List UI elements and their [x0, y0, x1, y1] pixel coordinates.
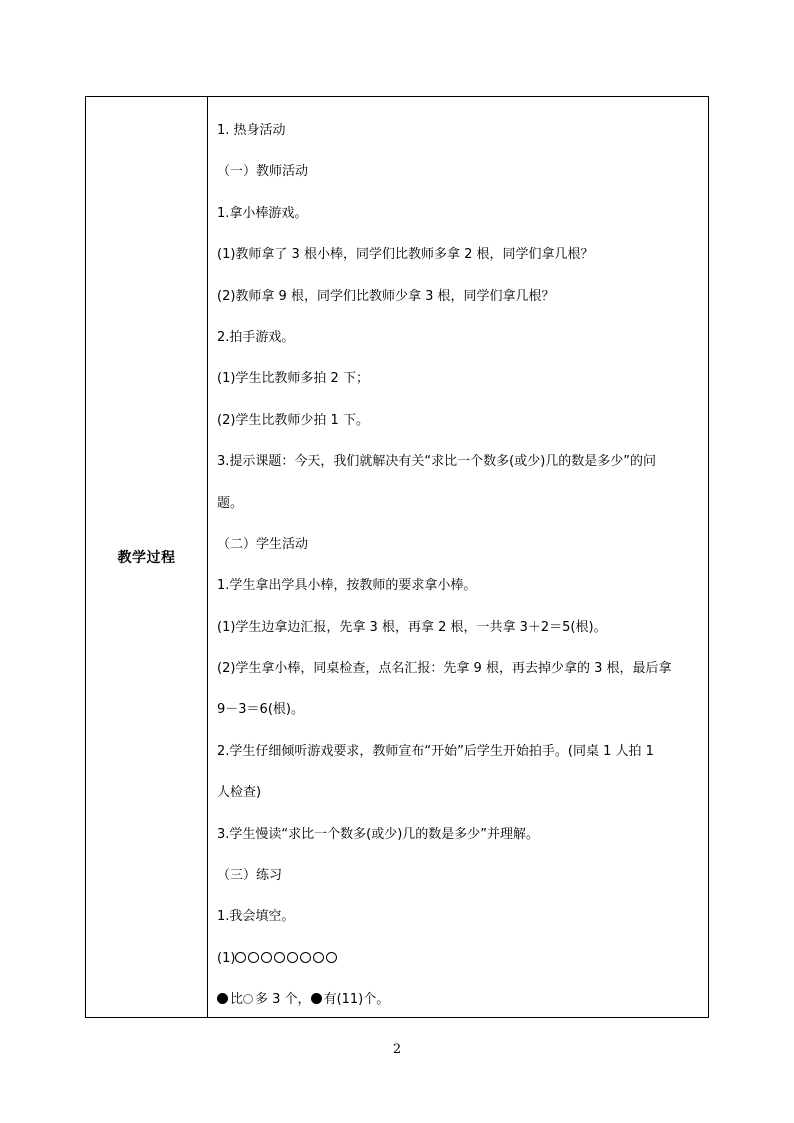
- text-line: 3.提示课题：今天，我们就解决有关“求比一个数多(或少)几的数是多少”的问: [217, 454, 657, 470]
- text-line: (1)学生比教师多拍 2 下；: [217, 371, 369, 387]
- text-line: (1)学生边拿边汇报，先拿 3 根，再拿 2 根，一共拿 3＋2＝5(根)。: [217, 619, 607, 635]
- text-line: 题。: [217, 495, 244, 511]
- empty-circle-icon: [326, 952, 337, 963]
- text-line: (1)教师拿了 3 根小棒，同学们比教师多拿 2 根，同学们拿几根？: [217, 247, 594, 263]
- empty-circle-icon: [274, 952, 285, 963]
- text-line: 9－3＝6(根)。: [217, 702, 304, 718]
- page-number: 2: [392, 1042, 402, 1057]
- filled-circle-icon: [311, 993, 322, 1004]
- empty-circle-icon: [248, 952, 259, 963]
- empty-circle-icon: [300, 952, 311, 963]
- filled-circle-icon: [217, 993, 228, 1004]
- text-line: 3.学生慢读“求比一个数多(或少)几的数是多少”并理解。: [217, 826, 540, 842]
- text-line: （二）学生活动: [217, 536, 309, 552]
- compare-part2: 多 3 个，: [255, 992, 311, 1008]
- section-label: 教学过程: [117, 550, 176, 566]
- empty-circles-row: [235, 938, 339, 979]
- empty-circle-icon: [235, 952, 246, 963]
- text-line: (2)教师拿 9 根，同学们比教师少拿 3 根，同学们拿几根？: [217, 288, 555, 304]
- lesson-table: [85, 96, 709, 1018]
- text-line: 2.拍手游戏。: [217, 329, 295, 345]
- content-cell: [217, 110, 701, 1021]
- text-line: 1. 热身活动: [217, 123, 286, 138]
- exercise-prefix: (1): [217, 951, 236, 967]
- compare-part3: 有(11)个。: [323, 992, 390, 1008]
- exercise-circles-line: [217, 938, 701, 979]
- text-line: （一）教师活动: [217, 164, 309, 180]
- column-divider: [207, 97, 208, 1017]
- compare-part1: 比: [230, 992, 244, 1008]
- text-line: 1.学生拿出学具小棒，按教师的要求拿小棒。: [217, 578, 477, 594]
- text-line: （三）练习: [217, 868, 283, 884]
- text-line: (2)学生拿小棒，同桌检查，点名汇报：先拿 9 根，再去掉少拿的 3 根，最后拿: [217, 661, 672, 677]
- exercise-compare-line: [217, 979, 701, 1020]
- empty-circle-icon: [287, 952, 298, 963]
- empty-circle-icon: [313, 952, 324, 963]
- text-line: 1.我会填空。: [217, 909, 295, 925]
- text-line: (2)学生比教师少拍 1 下。: [217, 412, 369, 428]
- empty-circle-icon: [243, 994, 253, 1004]
- text-line: 2.学生仔细倾听游戏要求，教师宣布“开始”后学生开始拍手。(同桌 1 人拍 1: [217, 743, 654, 759]
- text-line: 人检查): [217, 785, 262, 801]
- empty-circle-icon: [261, 952, 272, 963]
- text-line: 1.拿小棒游戏。: [217, 205, 308, 221]
- label-cell: [86, 97, 207, 1017]
